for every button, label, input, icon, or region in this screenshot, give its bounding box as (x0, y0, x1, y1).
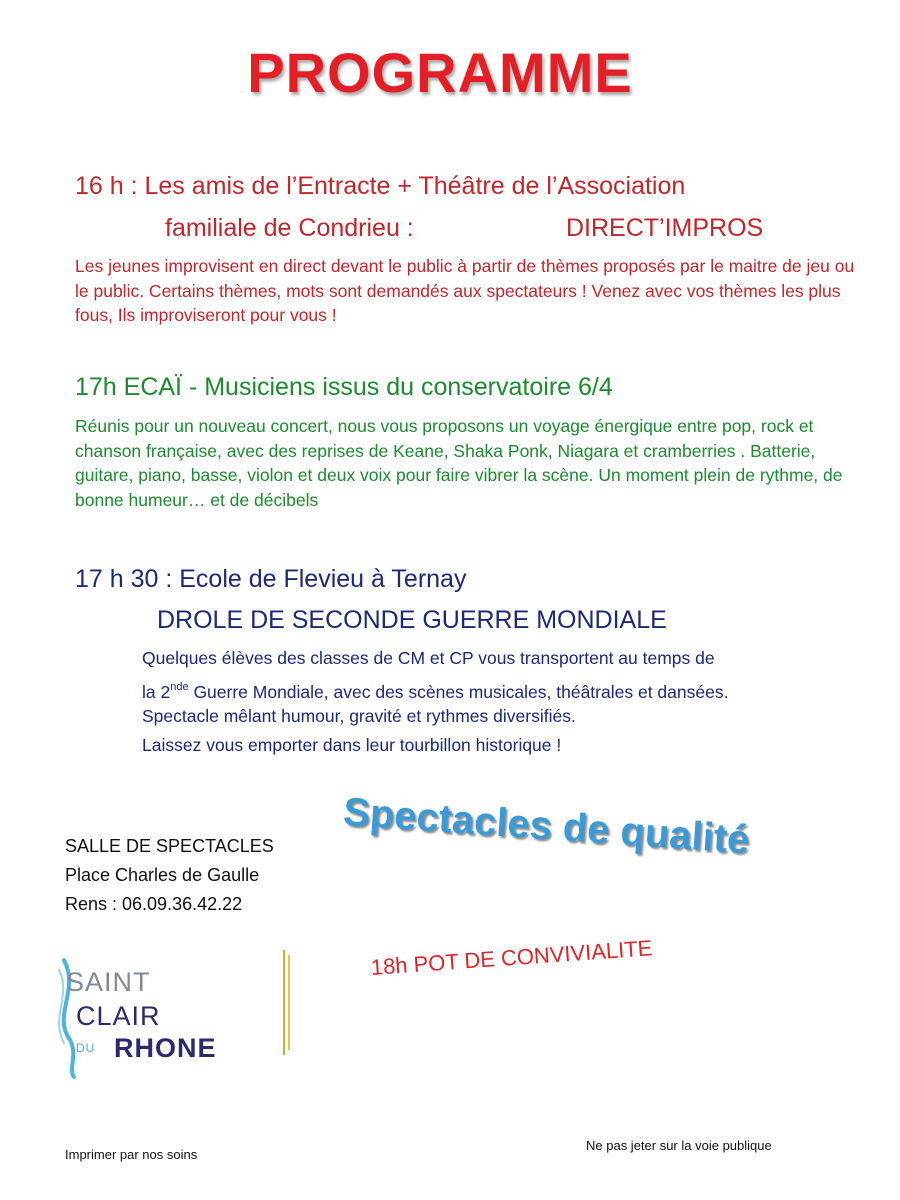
logo-line3-small: DU (76, 1041, 96, 1055)
section2-heading: 17h ECAÏ - Musiciens issus du conservatoire 6/4 (75, 373, 613, 401)
section1-heading-line2-left: familiale de Condrieu : (165, 214, 414, 242)
section1-body: Les jeunes improvisent en direct devant le public à partir de thèmes proposés par le maitre de jeu ou le public. Certains thèmes, mots sont demandés aux spectateurs ! Venez avec vos thèmes les plus fous, Ils improviseront pour vous ! (75, 256, 855, 325)
page-title: PROGRAMME (247, 41, 633, 104)
pot-announcement: 18h POT DE CONVIVIALITE (370, 935, 654, 980)
logo-divider-1 (283, 950, 285, 1055)
address-line1: SALLE DE SPECTACLES (65, 836, 274, 856)
section3-heading-line2: DROLE DE SECONDE GUERRE MONDIALE (157, 606, 667, 634)
logo-line1: SAINT (66, 967, 151, 997)
logo-line2: CLAIR (76, 1001, 161, 1031)
section3-line2 (142, 675, 728, 705)
section3-line4: Laissez vous emporter dans leur tourbillon historique ! (142, 735, 562, 755)
section3-line2-pre: la 2 (142, 682, 171, 702)
section3-line2-sup: nde (170, 681, 189, 693)
section3-line3: Spectacle mêlant humour, gravité et rythmes diversifiés. (142, 706, 576, 726)
quality-banner: Spectacles de qualité (341, 790, 751, 863)
section1-heading-line2-right: DIRECT’IMPROS (566, 214, 764, 242)
section2-body: Réunis pour un nouveau concert, nous vous proposons un voyage énergique entre pop, rock et chanson française, avec des reprises de Keane, Shaka Ponk, Niagara et cramberries . Batterie, guitare, piano, basse, violon et deux voix pour faire vibrer la scène. Un moment plein de rythme, de bonne humeur… et de décibels (75, 416, 843, 510)
section3-line1: Quelques élèves des classes de CM et CP vous transportent au temps de (142, 648, 715, 668)
section3-heading-line1: 17 h 30 : Ecole de Flevieu à Ternay (75, 565, 467, 593)
footer-right: Ne pas jeter sur la voie publique (586, 1138, 772, 1153)
town-logo (50, 955, 250, 1075)
logo-line3: RHONE (114, 1033, 217, 1063)
logo-divider-2 (288, 955, 290, 1050)
footer-left: Imprimer par nos soins (65, 1147, 198, 1162)
section3-line2-post: Guerre Mondiale, avec des scènes musicales, théâtrales et dansées. (188, 682, 729, 702)
section1-heading-line1: 16 h : Les amis de l’Entracte + Théâtre de l’Association (75, 172, 686, 200)
address-line2: Place Charles de Gaulle (65, 865, 260, 885)
address-line3: Rens : 06.09.36.42.22 (65, 894, 243, 914)
